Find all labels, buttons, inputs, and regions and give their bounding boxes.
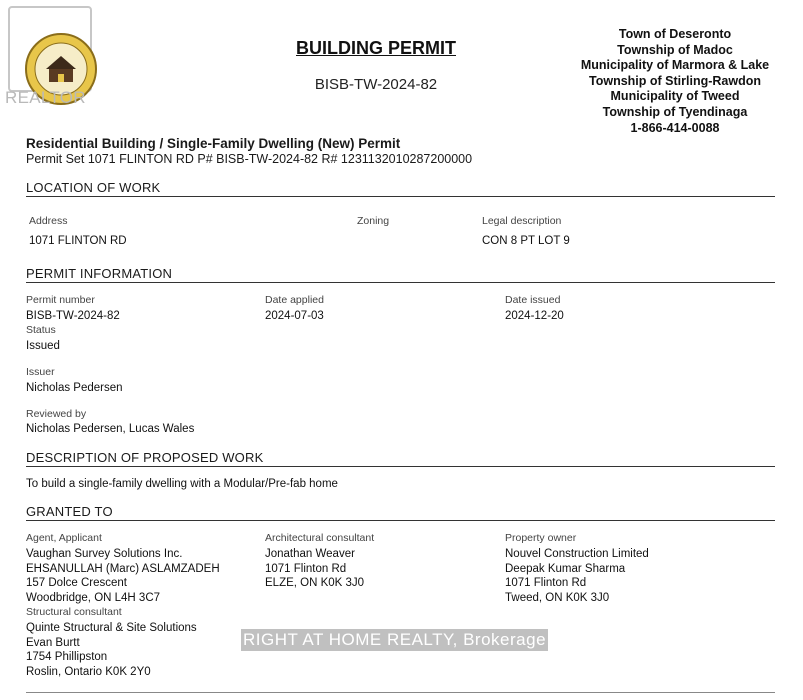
section-description: DESCRIPTION OF PROPOSED WORK [26, 450, 775, 467]
architect-block [265, 547, 364, 591]
municipality-line: Town of Deseronto [618, 27, 732, 41]
brokerage-watermark: RIGHT AT HOME REALTY, Brokerage [243, 630, 547, 649]
document-title: BUILDING PERMIT [296, 38, 456, 58]
status-value: Issued [26, 340, 60, 352]
architect-line: 1071 Flinton Rd [265, 562, 347, 575]
architect-line: Jonathan Weaver [265, 548, 355, 560]
structural-line: Roslin, Ontario K0K 2Y0 [26, 665, 151, 678]
municipality-line: Township of Stirling-Rawdon [589, 73, 761, 88]
owner-block [505, 547, 649, 605]
legal-label: Legal description [482, 215, 562, 227]
date-applied-label: Date applied [265, 294, 324, 306]
agent-line: EHSANULLAH (Marc) ASLAMZADEH [26, 562, 220, 575]
agent-line: 157 Dolce Crescent [26, 577, 127, 589]
date-issued-value: 2024-12-20 [505, 310, 564, 322]
work-description: To build a single-family dwelling with a Modular/Pre-fab home [26, 478, 338, 490]
architect-label: Architectural consultant [265, 532, 375, 544]
date-applied-value: 2024-07-03 [265, 310, 324, 322]
owner-line: 1071 Flinton Rd [505, 577, 587, 589]
address-value: 1071 FLINTON RD [29, 235, 127, 247]
architect-line: ELZE, ON K0K 3J0 [265, 577, 365, 589]
issuer-value: Nicholas Pedersen [26, 382, 123, 394]
permit-subline: Permit Set 1071 FLINTON RD P# BISB-TW-2024-82 R# 1231132010287200000 [26, 152, 473, 166]
municipality-list [580, 27, 770, 136]
section-location: LOCATION OF WORK [26, 180, 775, 197]
zoning-label: Zoning [357, 215, 390, 227]
agent-line: Woodbridge, ON L4H 3C7 [26, 591, 161, 604]
permit-number-value: BISB-TW-2024-82 [26, 310, 120, 322]
issuer-label: Issuer [26, 366, 55, 378]
owner-line: Deepak Kumar Sharma [505, 562, 626, 575]
bottom-divider [26, 692, 775, 693]
municipality-line: Municipality of Marmora & Lake [580, 58, 770, 73]
reviewed-value: Nicholas Pedersen, Lucas Wales [26, 423, 195, 435]
section-granted-to: GRANTED TO [26, 504, 775, 521]
owner-label: Property owner [505, 532, 577, 544]
owner-line: Tweed, ON K0K 3J0 [505, 591, 610, 604]
owner-line: Nouvel Construction Limited [505, 548, 649, 560]
municipality-line: Municipality of Tweed [610, 89, 740, 104]
phone-number: 1-866-414-0088 [630, 120, 720, 135]
municipality-line: Township of Madoc [617, 42, 733, 57]
address-label: Address [29, 215, 68, 227]
legal-value: CON 8 PT LOT 9 [482, 235, 570, 247]
agent-line: Vaughan Survey Solutions Inc. [26, 548, 183, 560]
structural-line: Evan Burtt [26, 636, 80, 649]
structural-block [26, 621, 197, 679]
agent-block [26, 547, 220, 605]
permit-number-label: Permit number [26, 294, 95, 306]
status-label: Status [26, 324, 56, 336]
agent-label: Agent, Applicant [26, 532, 102, 544]
date-issued-label: Date issued [505, 294, 561, 306]
permit-id: BISB-TW-2024-82 [314, 76, 438, 93]
structural-line: 1754 Phillipston [26, 651, 108, 663]
realtor-watermark: REALTOR [5, 88, 86, 107]
permit-heading: Residential Building / Single-Family Dwelling (New) Permit [26, 136, 401, 151]
municipality-line: Township of Tyendinaga [602, 104, 748, 119]
reviewed-label: Reviewed by [26, 408, 87, 420]
structural-line: Quinte Structural & Site Solutions [26, 622, 197, 634]
structural-label: Structural consultant [26, 606, 122, 618]
section-permit-info: PERMIT INFORMATION [26, 266, 775, 283]
